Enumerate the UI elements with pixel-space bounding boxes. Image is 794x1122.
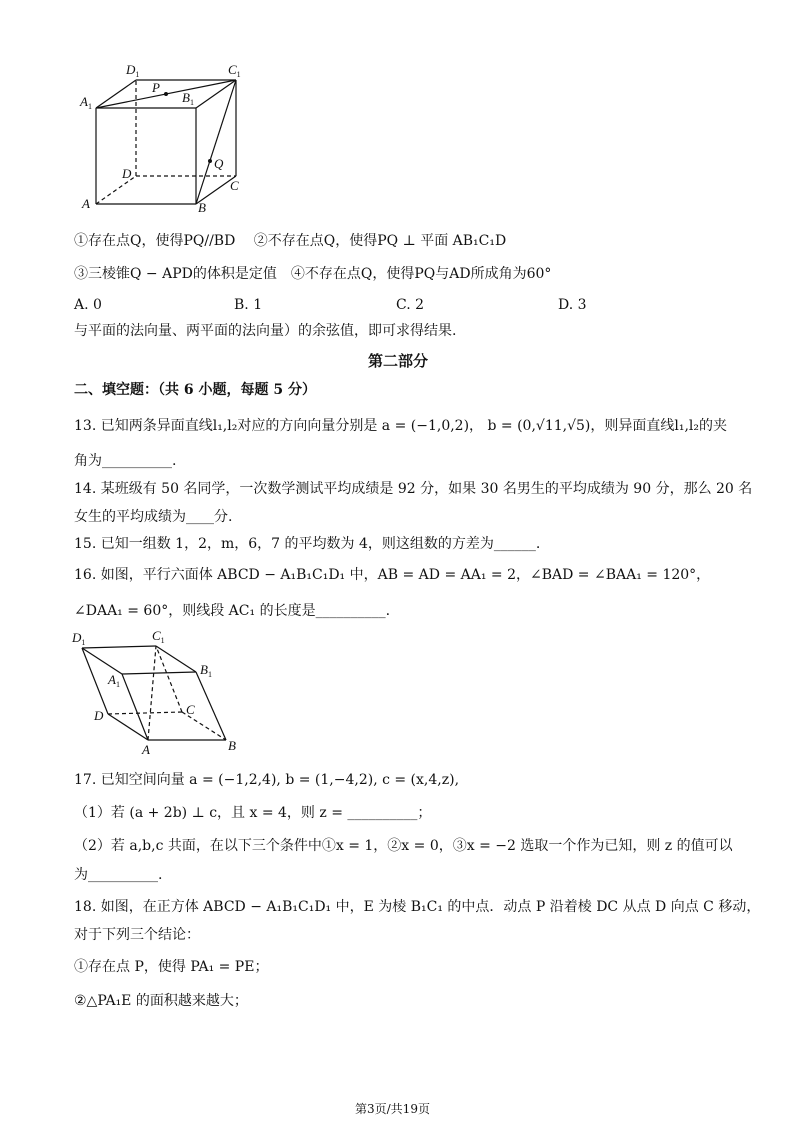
label-D1: $D_1$ [72,630,86,647]
q18-line-2: 对于下列三个结论： [74,927,200,943]
label-Q: Q [214,156,224,171]
q12-statement-1-2: ①存在点Q，使得PQ//BD ②不存在点Q，使得PQ ⊥ 平面 AB₁C₁D [74,233,507,249]
q14-line-1: 14. 某班级有 50 名同学，一次数学测试平均成绩是 92 分，如果 30 名男生的平均成绩为 90 分，那么 20 名 [74,481,753,497]
edge-CC1 [156,646,182,712]
point-P [164,92,168,96]
diagonal-AC1 [148,646,156,740]
label-B1: $B_1$ [182,90,194,107]
label-C1: $C_1$ [152,628,165,645]
label-C: C [230,178,239,193]
edge-B1A1 [122,672,196,674]
edge-A1D1 [82,648,122,674]
section-title: 二、填空题：（共 6 小题，每题 5 分） [74,382,316,398]
edge-DC [108,712,182,714]
label-D: D [122,166,132,181]
q12-solution-fragment: 与平面的法向量、两平面的法向量）的余弦值，即可求得结果. [74,323,457,339]
q17-line-3: （2）若 a,b,c 共面，在以下三个条件中①x = 1，②x = 0，③x = −2 选取一个作为已知，则 z 的值可以 [74,838,733,854]
edge-D1C1 [82,646,156,648]
q18-line-3: ①存在点 P，使得 PA₁ = PE； [74,959,269,975]
q16-line-2: ∠DAA₁ = 60°，则线段 AC₁ 的长度是__________. [74,603,391,619]
q18-line-1: 18. 如图，在正方体 ABCD − A₁B₁C₁D₁ 中，E 为棱 B₁C₁ 的中点．动点 P 沿着棱 DC 从点 D 向点 C 移动， [74,899,761,915]
q12-option-a: A. 0 [74,297,102,313]
label-A1: $A_1$ [80,94,92,111]
edge-DD1 [82,648,108,714]
edge-C1B1 [156,646,196,672]
q15-line-1: 15. 已知一组数 1，2，m，6，7 的平均数为 4，则这组数的方差为______. [74,536,541,552]
label-B: B [228,738,236,753]
q12-statement-3-4: ③三棱锥Q − APD的体积是定值 ④不存在点Q，使得PQ与AD所成角为60° [74,266,552,282]
q18-line-4: ②△PA₁E 的面积越来越大； [74,993,248,1009]
edge-BB1 [196,672,226,740]
label-B: B [198,200,206,215]
label-C1: $C_1$ [228,62,241,79]
q12-cube-figure [70,60,260,220]
q13-line-2: 角为__________. [74,453,177,469]
page-footer: 第3页/共19页 [355,1102,430,1116]
label-C: C [186,702,195,717]
q12-option-d: D. 3 [558,297,587,313]
edge-DA [108,714,148,740]
label-A1: $A_1$ [108,672,120,689]
point-Q [208,159,212,163]
label-P: P [152,80,160,95]
q12-option-b: B. 1 [234,297,263,313]
label-A: A [82,196,90,211]
q16-parallelepiped-figure [70,628,250,758]
q13-line-1: 13. 已知两条异面直线l₁,l₂对应的方向向量分别是 a = (−1,0,2)， b = (0,√11,√5)，则异面直线l₁,l₂的夹 [74,418,728,434]
label-B1: $B_1$ [200,662,212,679]
q14-line-2: 女生的平均成绩为____分. [74,509,233,525]
q12-option-c: C. 2 [396,297,425,313]
q17-line-1: 17. 已知空间向量 a = (−1,2,4), b = (1,−4,2), c = (x,4,z), [74,772,460,788]
q17-line-2: （1）若 (a + 2b) ⊥ c，且 x = 4，则 z = __________； [74,805,432,821]
edge-AA1 [122,674,148,740]
label-D1: $D_1$ [126,62,140,79]
label-A: A [142,742,150,757]
part-heading: 第二部分 [368,352,429,370]
q16-line-1: 16. 如图，平行六面体 ABCD − A₁B₁C₁D₁ 中，AB = AD = AA₁ = 2，∠BAD = ∠BAA₁ = 120°， [74,567,711,583]
q17-line-4: 为__________. [74,867,163,883]
label-D: D [94,708,104,723]
